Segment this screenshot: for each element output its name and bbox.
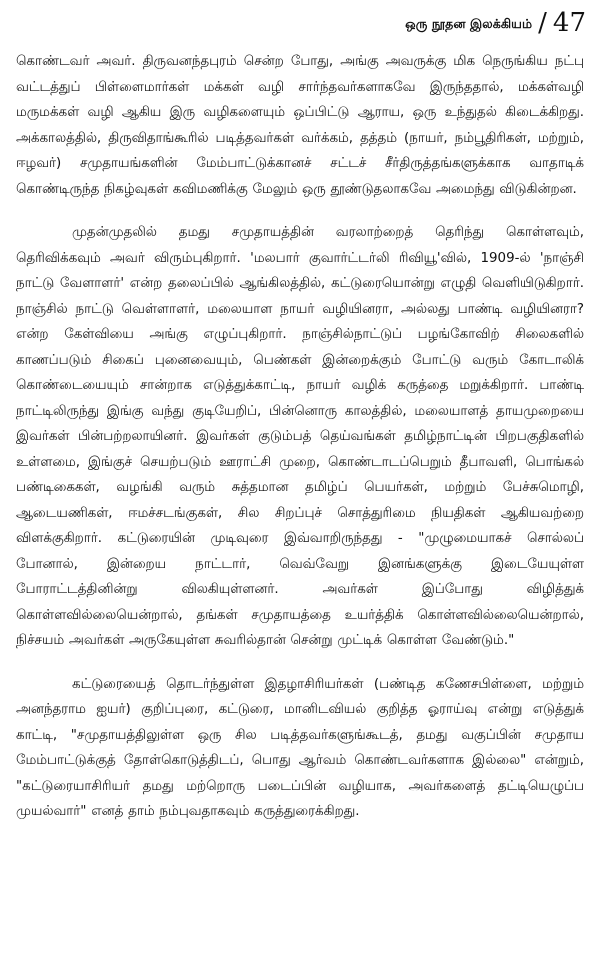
page-number: 47	[552, 8, 586, 38]
paragraph-first-article: முதன்முதலில் தமது சமுதாயத்தின் வரலாற்றைத் தெரிந்து கொள்ளவும், தெரிவிக்கவும் அவர் விரும்புகிறார். 'மலபார் குவார்ட்டர்லி ரிவியூ'வில், 1909-ல் 'நாஞ்சி நாட்டு வேளாளர்' என்ற தலைப்பில் ஆங்கிலத்தில், கட்டுரையொன்று எழுதி வெளியிடுகிறார். நாஞ்சில் நாட்டு வெள்ளாளர், மலையாள நாயர் வழியினரா, அல்லது பாண்டி வழியினரா? என்ற கேள்வியை அங்கு எழுப்புகிறார். நாஞ்சில்நாட்டுப் பழங்கோவிற் சிலைகளில் காணப்படும் சிகைப் புனைவையும், பெண்கள் இன்றைக்கும் போட்டு வரும் கோடாலிக் கொண்டையையும் சான்றாக எடுத்துக்காட்டி, நாயர் வழிக் கருத்தை மறுக்கிறார். பாண்டி நாட்டிலிருந்து இங்கு வந்து குடியேறிப், பின்னொரு காலத்தில், மலையாளத் தாயமுறையை இவர்கள் பின்பற்றலாயினர். இவர்கள் குடும்பத் தெய்வங்கள் தமிழ்நாட்டின் பிறபகுதிகளில் உள்ளமை, இங்குச் செயற்படும் ஊராட்சி முறை, கொண்டாடப்பெறும் தீபாவளி, பொங்கல் பண்டிகைகள், வழங்கி வரும் சுத்தமான தமிழ்ப் பெயர்கள், மற்றும் பேச்சுமொழி, ஆடையணிகள், ஈமச்சடங்குகள், சில சிறப்புச் சொத்துரிமை நியதிகள் ஆகியவற்றை விளக்குகிறார். கட்டுரையின் முடிவுரை இவ்வாறிருந்தது - "முழுமையாகச் சொல்லப் போனால், இன்றைய நாட்டார், வெவ்வேறு இனங்களுக்கு இடையேயுள்ள போராட்டத்தினின்று விலகியுள்ளனர். அவர்கள் இப்போது விழித்துக் கொள்ளவில்லையென்றால், தங்கள் சமுதாயத்தை உயர்த்திக் கொள்ளவில்லையென்றால், நிச்சயம் அவர்கள் அருகேயுள்ள சுவரில்தான் சென்று முட்டிக் கொள்ள வேண்டும்."	[16, 225, 584, 648]
running-title: ஒரு நூதன இலக்கியம்	[405, 15, 533, 31]
paragraph-editors-note: கட்டுரையைத் தொடர்ந்துள்ள இதழாசிரியர்கள் (பண்டித கணேசபிள்ளை, மற்றும் அனந்தராம ஐயர்) குறிப்புரை, கட்டுரை, மானிடவியல் குறித்த ஓராய்வு என்று எடுத்துக் காட்டி, "சமுதாயத்திலுள்ள ஒரு சில படித்தவர்களுங்கூடத், தமது வகுப்பின் சமுதாய மேம்பாட்டுக்குத் தோள்கொடுத்திடப், பொது ஆர்வம் கொண்டவர்களாக இல்லை" என்றும், "கட்டுரையாசிரியர் தமது மற்றொரு படைப்பின் வழியாக, அவர்களைத் தட்டியெழுப்ப முயல்வார்" எனத் தாம் நம்புவதாகவும் கருத்துரைக்கிறது.	[16, 676, 584, 819]
paragraph-continued: கொண்டவர் அவர். திருவனந்தபுரம் சென்ற போது, அங்கு அவருக்கு மிக நெருங்கிய நட்பு வட்டத்துப் பிள்ளைமார்கள் மக்கள் வழி சார்ந்தவர்களாகவே இருந்ததால், மக்கள்வழி மருமக்கள் வழி ஆகிய இரு வழிகளையும் ஒப்பிட்டு ஆராய, ஒரு உந்துதல் கிடைக்கிறது. அக்காலத்தில், திருவிதாங்கூரில் படித்தவர்கள் வர்க்கம், தத்தம் (நாயர், நம்பூதிரிகள், மற்றும், ஈழவர்) சமுதாயங்களின் மேம்பாட்டுக்கானச் சட்டச் சீர்திருத்தங்களுக்காக வாதாடிக் கொண்டிருந்த நிகழ்வுகள் கவிமணிக்கு மேலும் ஒரு தூண்டுதலாகவே அமைந்து விடுகின்றன.	[16, 54, 584, 197]
page-header	[405, 6, 586, 42]
header-separator: /	[538, 8, 547, 38]
body-text	[16, 49, 584, 843]
